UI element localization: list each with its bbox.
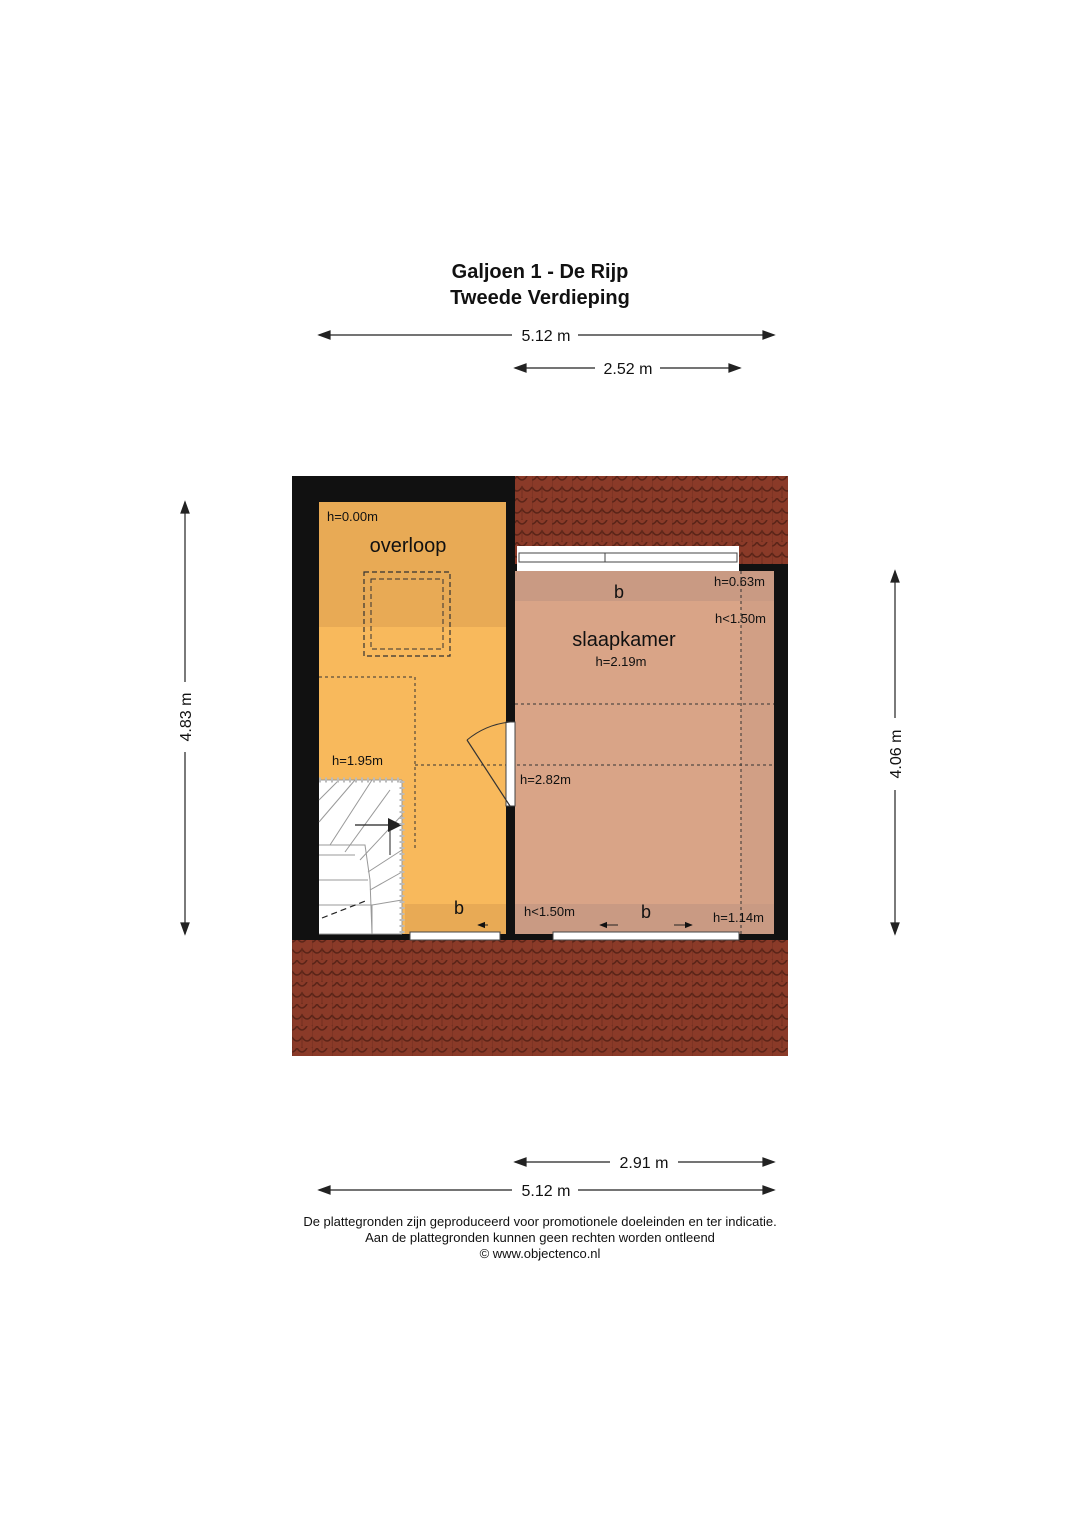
plan-address: Galjoen 1 - De Rijp <box>451 261 629 283</box>
copyright-link[interactable]: © www.objectenco.nl <box>479 1246 601 1261</box>
overloop-height-stair: h=1.95m <box>332 753 383 768</box>
roof-tiles-bottom <box>292 940 788 1056</box>
dim-top-partial-label: 2.52 m <box>603 361 653 378</box>
plan-floor-name: Tweede Verdieping <box>450 287 630 309</box>
disclaimer-line-2: Aan de plattegronden kunnen geen rechten worden ontleend <box>365 1230 715 1245</box>
dim-top-total-label: 5.12 m <box>521 328 571 345</box>
dim-left-label: 4.83 m <box>178 692 195 742</box>
slaapkamer-height-center: h=2.19m <box>595 654 647 669</box>
slaapkamer-name: slaapkamer <box>572 629 676 651</box>
dim-bottom-partial-label: 2.91 m <box>619 1155 669 1172</box>
slaapkamer-storage-marker-bottom: b <box>640 902 652 922</box>
slaapkamer-height-bottom-right: h=1.14m <box>713 910 764 925</box>
overloop-height-top: h=0.00m <box>327 509 378 524</box>
dim-bottom-total-label: 5.12 m <box>521 1183 571 1200</box>
slaapkamer-height-top-right: h=0.63m <box>714 574 765 589</box>
overloop-storage-marker: b <box>453 898 465 918</box>
slaapkamer-height-bottom-left: h<1.50m <box>524 904 575 919</box>
dim-right-label: 4.06 m <box>888 729 905 779</box>
disclaimer-line-1: De plattegronden zijn geproduceerd voor promotionele doeleinden en ter indicatie. <box>303 1214 777 1229</box>
slaapkamer-height-door: h=2.82m <box>520 772 571 787</box>
dormer-window-glass <box>519 553 737 562</box>
slaapkamer-storage-marker-top: b <box>613 582 625 602</box>
slaapkamer-window <box>553 932 739 940</box>
staircase <box>319 780 402 934</box>
overloop-window <box>410 932 500 940</box>
overloop-name: overloop <box>369 535 447 557</box>
slaapkamer-height-right: h<1.50m <box>715 611 766 626</box>
